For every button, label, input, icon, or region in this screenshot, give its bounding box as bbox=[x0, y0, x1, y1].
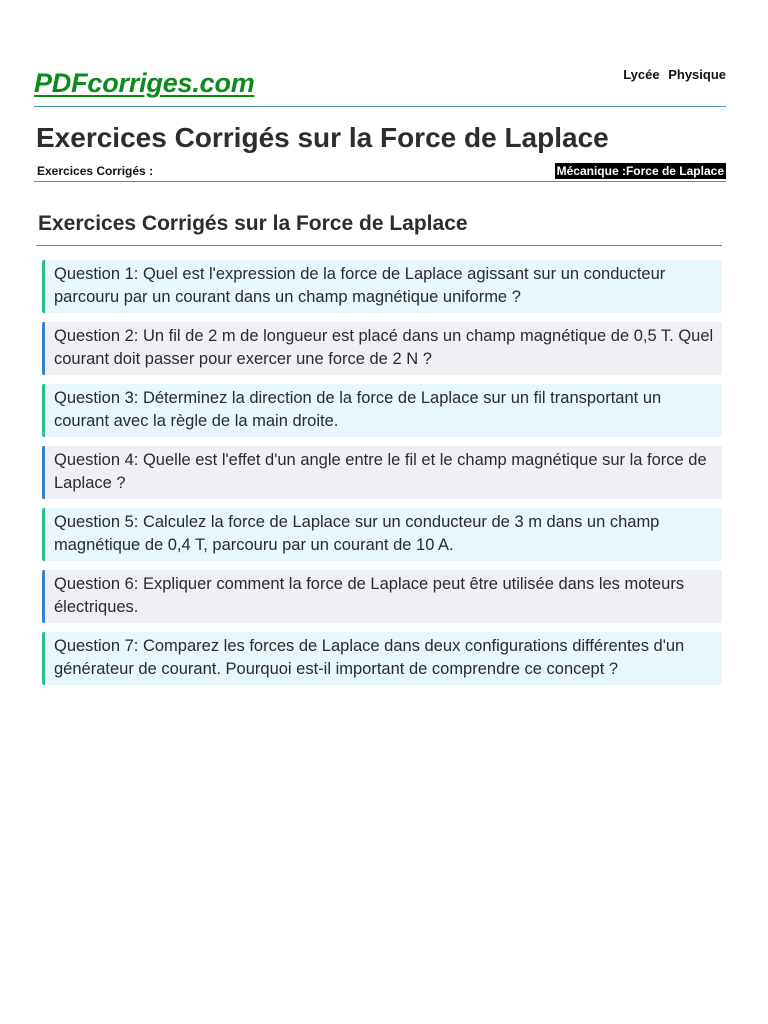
question-item: Question 5: Calculez la force de Laplace sur un conducteur de 3 m dans un champ magnétique de 0,4 T, parcouru par un courant de 10 A. bbox=[42, 508, 722, 561]
question-item: Question 1: Quel est l'expression de la force de Laplace agissant sur un conducteur parcouru par un courant dans un champ magnétique uniforme ? bbox=[42, 260, 722, 313]
tag-level[interactable]: Lycée bbox=[623, 67, 660, 82]
page-title: Exercices Corrigés sur la Force de Laplace bbox=[36, 122, 609, 153]
header-tags bbox=[618, 67, 726, 82]
question-item: Question 2: Un fil de 2 m de longueur est placé dans un champ magnétique de 0,5 T. Quel courant doit passer pour exercer une force de 2 N ? bbox=[42, 322, 722, 375]
category-label: Exercices Corrigés : bbox=[37, 164, 154, 178]
section-divider bbox=[36, 245, 722, 246]
meta-bar bbox=[34, 161, 726, 182]
question-item: Question 6: Expliquer comment la force de Laplace peut être utilisée dans les moteurs électriques. bbox=[42, 570, 722, 623]
question-item: Question 3: Déterminez la direction de la force de Laplace sur un fil transportant un courant avec la règle de la main droite. bbox=[42, 384, 722, 437]
topic-badge[interactable]: Mécanique :Force de Laplace bbox=[556, 164, 724, 178]
header-divider bbox=[34, 106, 726, 107]
question-item: Question 7: Comparez les forces de Laplace dans deux configurations différentes d'un générateur de courant. Pourquoi est-il important de comprendre ce concept ? bbox=[42, 632, 722, 685]
site-logo-link[interactable]: PDFcorriges.com bbox=[34, 68, 255, 98]
question-item: Question 4: Quelle est l'effet d'un angle entre le fil et le champ magnétique sur la force de Laplace ? bbox=[42, 446, 722, 499]
section-title: Exercices Corrigés sur la Force de Laplace bbox=[38, 212, 468, 235]
question-list bbox=[42, 260, 722, 694]
tag-subject[interactable]: Physique bbox=[668, 67, 726, 82]
site-header bbox=[34, 62, 726, 106]
